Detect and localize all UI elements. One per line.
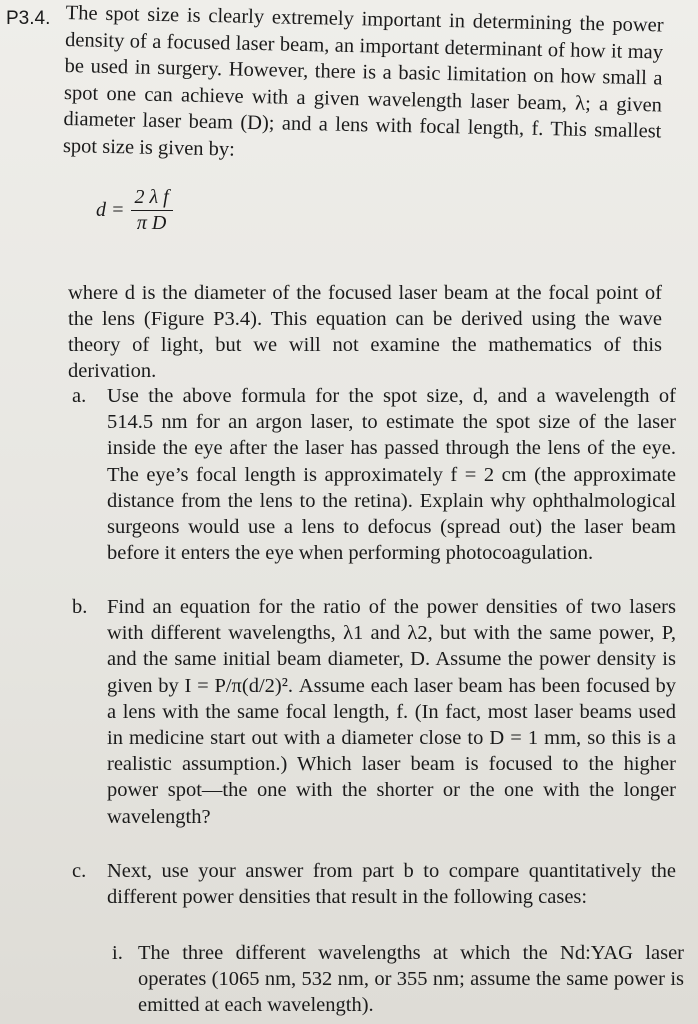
part-c-i-text: The three different wavelengths at which the Nd:YAG laser operates (1065 nm, 532 nm, or 355 nm; assume the same power is emitted at each wavelength). [138, 942, 684, 1017]
part-a-marker: a. [72, 385, 87, 407]
part-a [66, 383, 676, 566]
part-c-text: Next, use your answer from part b to compare quantitatively the different power densities that result in the following cases: [107, 860, 676, 909]
spot-size-formula [96, 186, 173, 235]
part-c-i-marker: i. [112, 942, 123, 964]
formula-explanation: where d is the diameter of the focused laser beam at the focal point of the lens (Figure P3.4). This equation can be derived using the wave theory of light, but we will not examine the mathematics of this derivation. [68, 282, 662, 382]
formula-lhs: d = [96, 199, 125, 221]
part-c-i [112, 940, 684, 1019]
part-c [66, 858, 676, 910]
formula-numerator: 2 λ f [131, 186, 173, 211]
part-c-marker: c. [72, 860, 87, 882]
formula-denominator: π D [136, 212, 167, 234]
problem-number: P3.4. [6, 8, 51, 29]
formula-fraction [131, 186, 173, 235]
part-b-marker: b. [72, 596, 88, 618]
part-b-text: Find an equation for the ratio of the power densities of two lasers with different wavelengths, λ1 and λ2, but with the same power, P, and the same initial beam diameter, D. Assume the power density is given by I = P/π(d/2)². Assume each laser beam has been focused by a lens with the same focal length, f. (In fact, most laser beams used in medicine start out with a diameter close to D = 1 mm, so this is a realistic assumption.) Which laser beam is focused to the higher power spot—the one with the shorter or the one with the longer wavelength? [107, 596, 676, 828]
problem-intro: The spot size is clearly extremely important in determining the power density of a focused laser beam, an important determinant of how it may be used in surgery. However, there is a basic limitation on how small a spot one can achieve with a given wavelength laser beam, λ; a given diameter laser beam (D); and a lens with focal length, f. This smallest spot size is given by: [62, 1, 664, 161]
part-a-text: Use the above formula for the spot size, d, and a wavelength of 514.5 nm for an argon laser, to estimate the spot size of the laser inside the eye after the laser has passed through the lens of the eye. The eye’s focal length is approximately f = 2 cm (the approximate distance from the lens to the retina). Explain why ophthalmological surgeons would use a lens to defocus (spread out) the laser beam before it enters the eye when performing photocoagulation. [107, 385, 676, 565]
part-b [66, 594, 676, 830]
